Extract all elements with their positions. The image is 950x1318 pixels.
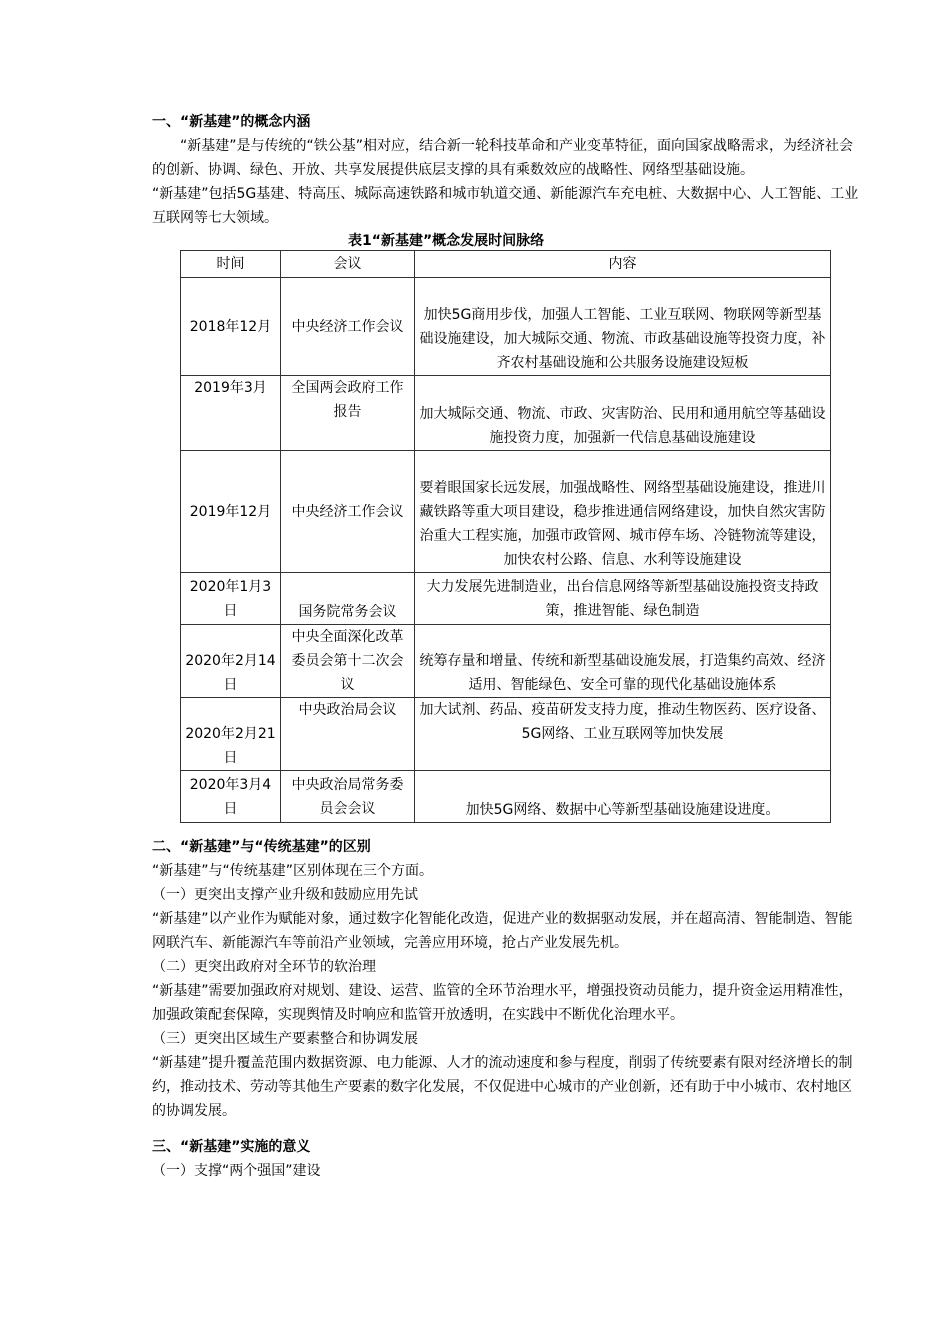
section3-title: 三、“新基建”实施的意义 [152,1139,311,1155]
table-row [181,451,831,573]
cell-time: 2020年2月21日 [181,698,281,771]
section2-title: 二、“新基建”与“传统基建”的区别 [152,839,371,855]
section2-sub1-title: （一）更突出支撑产业升级和鼓励应用先试 [152,887,418,903]
header-meeting: 会议 [281,251,415,278]
cell-time: 2020年3月4日 [181,771,281,823]
table-row [181,376,831,451]
table-row [181,625,831,698]
cell-meeting: 中央经济工作会议 [281,278,415,376]
section2-sub2-title: （二）更突出政府对全环节的软治理 [152,959,376,975]
cell-meeting: 中央政治局会议 [281,698,415,771]
cell-content: 加快5G网络、数据中心等新型基础设施建设进度。 [415,771,831,823]
table-row [181,771,831,823]
cell-content: 加大城际交通、物流、市政、灾害防治、民用和通用航空等基础设施投资力度，加强新一代信息基础设施建设 [415,376,831,451]
table-header-row [181,251,831,278]
section2-sub3-title: （三）更突出区域生产要素整合和协调发展 [152,1031,418,1047]
cell-content: 统筹存量和增量、传统和新型基础设施发展，打造集约高效、经济适用、智能绿色、安全可靠的现代化基础设施体系 [415,625,831,698]
document-page [152,110,864,1183]
cell-content: 加快5G商用步伐，加强人工智能、工业互联网、物联网等新型基础设施建设，加大城际交通、物流、市政基础设施等投资力度，补齐农村基础设施和公共服务设施建设短板 [415,278,831,376]
table-caption: 表1“新基建”概念发展时间脉络 [348,233,545,249]
cell-content: 大力发展先进制造业，出台信息网络等新型基础设施投资支持政策，推进智能、绿色制造 [415,573,831,625]
table-row [181,278,831,376]
cell-time: 2019年3月 [181,376,281,451]
cell-meeting: 国务院常务会议 [281,573,415,625]
cell-meeting: 中央经济工作会议 [281,451,415,573]
section1-title: 一、“新基建”的概念内涵 [152,114,311,130]
cell-time: 2019年12月 [181,451,281,573]
section3-sub1-title: （一）支撑“两个强国”建设 [152,1163,321,1179]
section2-sub2-body: “新基建”需要加强政府对规划、建设、运营、监管的全环节治理水平，增强投资动员能力，提升资金运用精准性，加强政策配套保障，实现舆情及时响应和监管开放透明，在实践中不断优化治理水平。 [152,983,853,1023]
cell-meeting: 中央全面深化改革委员会第十二次会议 [281,625,415,698]
table-row [181,698,831,771]
cell-meeting: 全国两会政府工作报告 [281,376,415,451]
cell-meeting: 中央政治局常务委员会会议 [281,771,415,823]
cell-content: 要着眼国家长远发展，加强战略性、网络型基础设施建设，推进川藏铁路等重大项目建设，稳步推进通信网络建设，加快自然灾害防治重大工程实施，加强市政管网、城市停车场、冷链物流等建设，加快农村公路、信息、水利等设施建设 [415,451,831,573]
cell-time: 2018年12月 [181,278,281,376]
section2-intro: “新基建”与“传统基建”区别体现在三个方面。 [152,863,434,879]
timeline-table [180,250,831,823]
section2-sub3-body: “新基建”提升覆盖范围内数据资源、电力能源、人才的流动速度和参与程度，削弱了传统要素有限对经济增长的制约，推动技术、劳动等其他生产要素的数字化发展，不仅促进中心城市的产业创新，还有助于中小城市、农村地区的协调发展。 [152,1055,853,1119]
table-row [181,573,831,625]
cell-time: 2020年1月3日 [181,573,281,625]
cell-content: 加大试剂、药品、疫苗研发支持力度，推动生物医药、医疗设备、5G网络、工业互联网等加快发展 [415,698,831,771]
section1-paragraph-2: “新基建”包括5G基建、特高压、城际高速铁路和城市轨道交通、新能源汽车充电桩、大数据中心、人工智能、工业互联网等七大领域。 [152,186,859,226]
header-content: 内容 [415,251,831,278]
cell-time: 2020年2月14日 [181,625,281,698]
section1-paragraph-1: “新基建”是与传统的“铁公基”相对应，结合新一轮科技革命和产业变革特征，面向国家战略需求，为经济社会的创新、协调、绿色、开放、共享发展提供底层支撑的具有乘数效应的战略性、网络型基础设施。 [152,138,854,178]
section2-sub1-body: “新基建”以产业作为赋能对象，通过数字化智能化改造，促进产业的数据驱动发展，并在超高清、智能制造、智能网联汽车、新能源汽车等前沿产业领域，完善应用环境，抢占产业发展先机。 [152,911,853,951]
header-time: 时间 [181,251,281,278]
